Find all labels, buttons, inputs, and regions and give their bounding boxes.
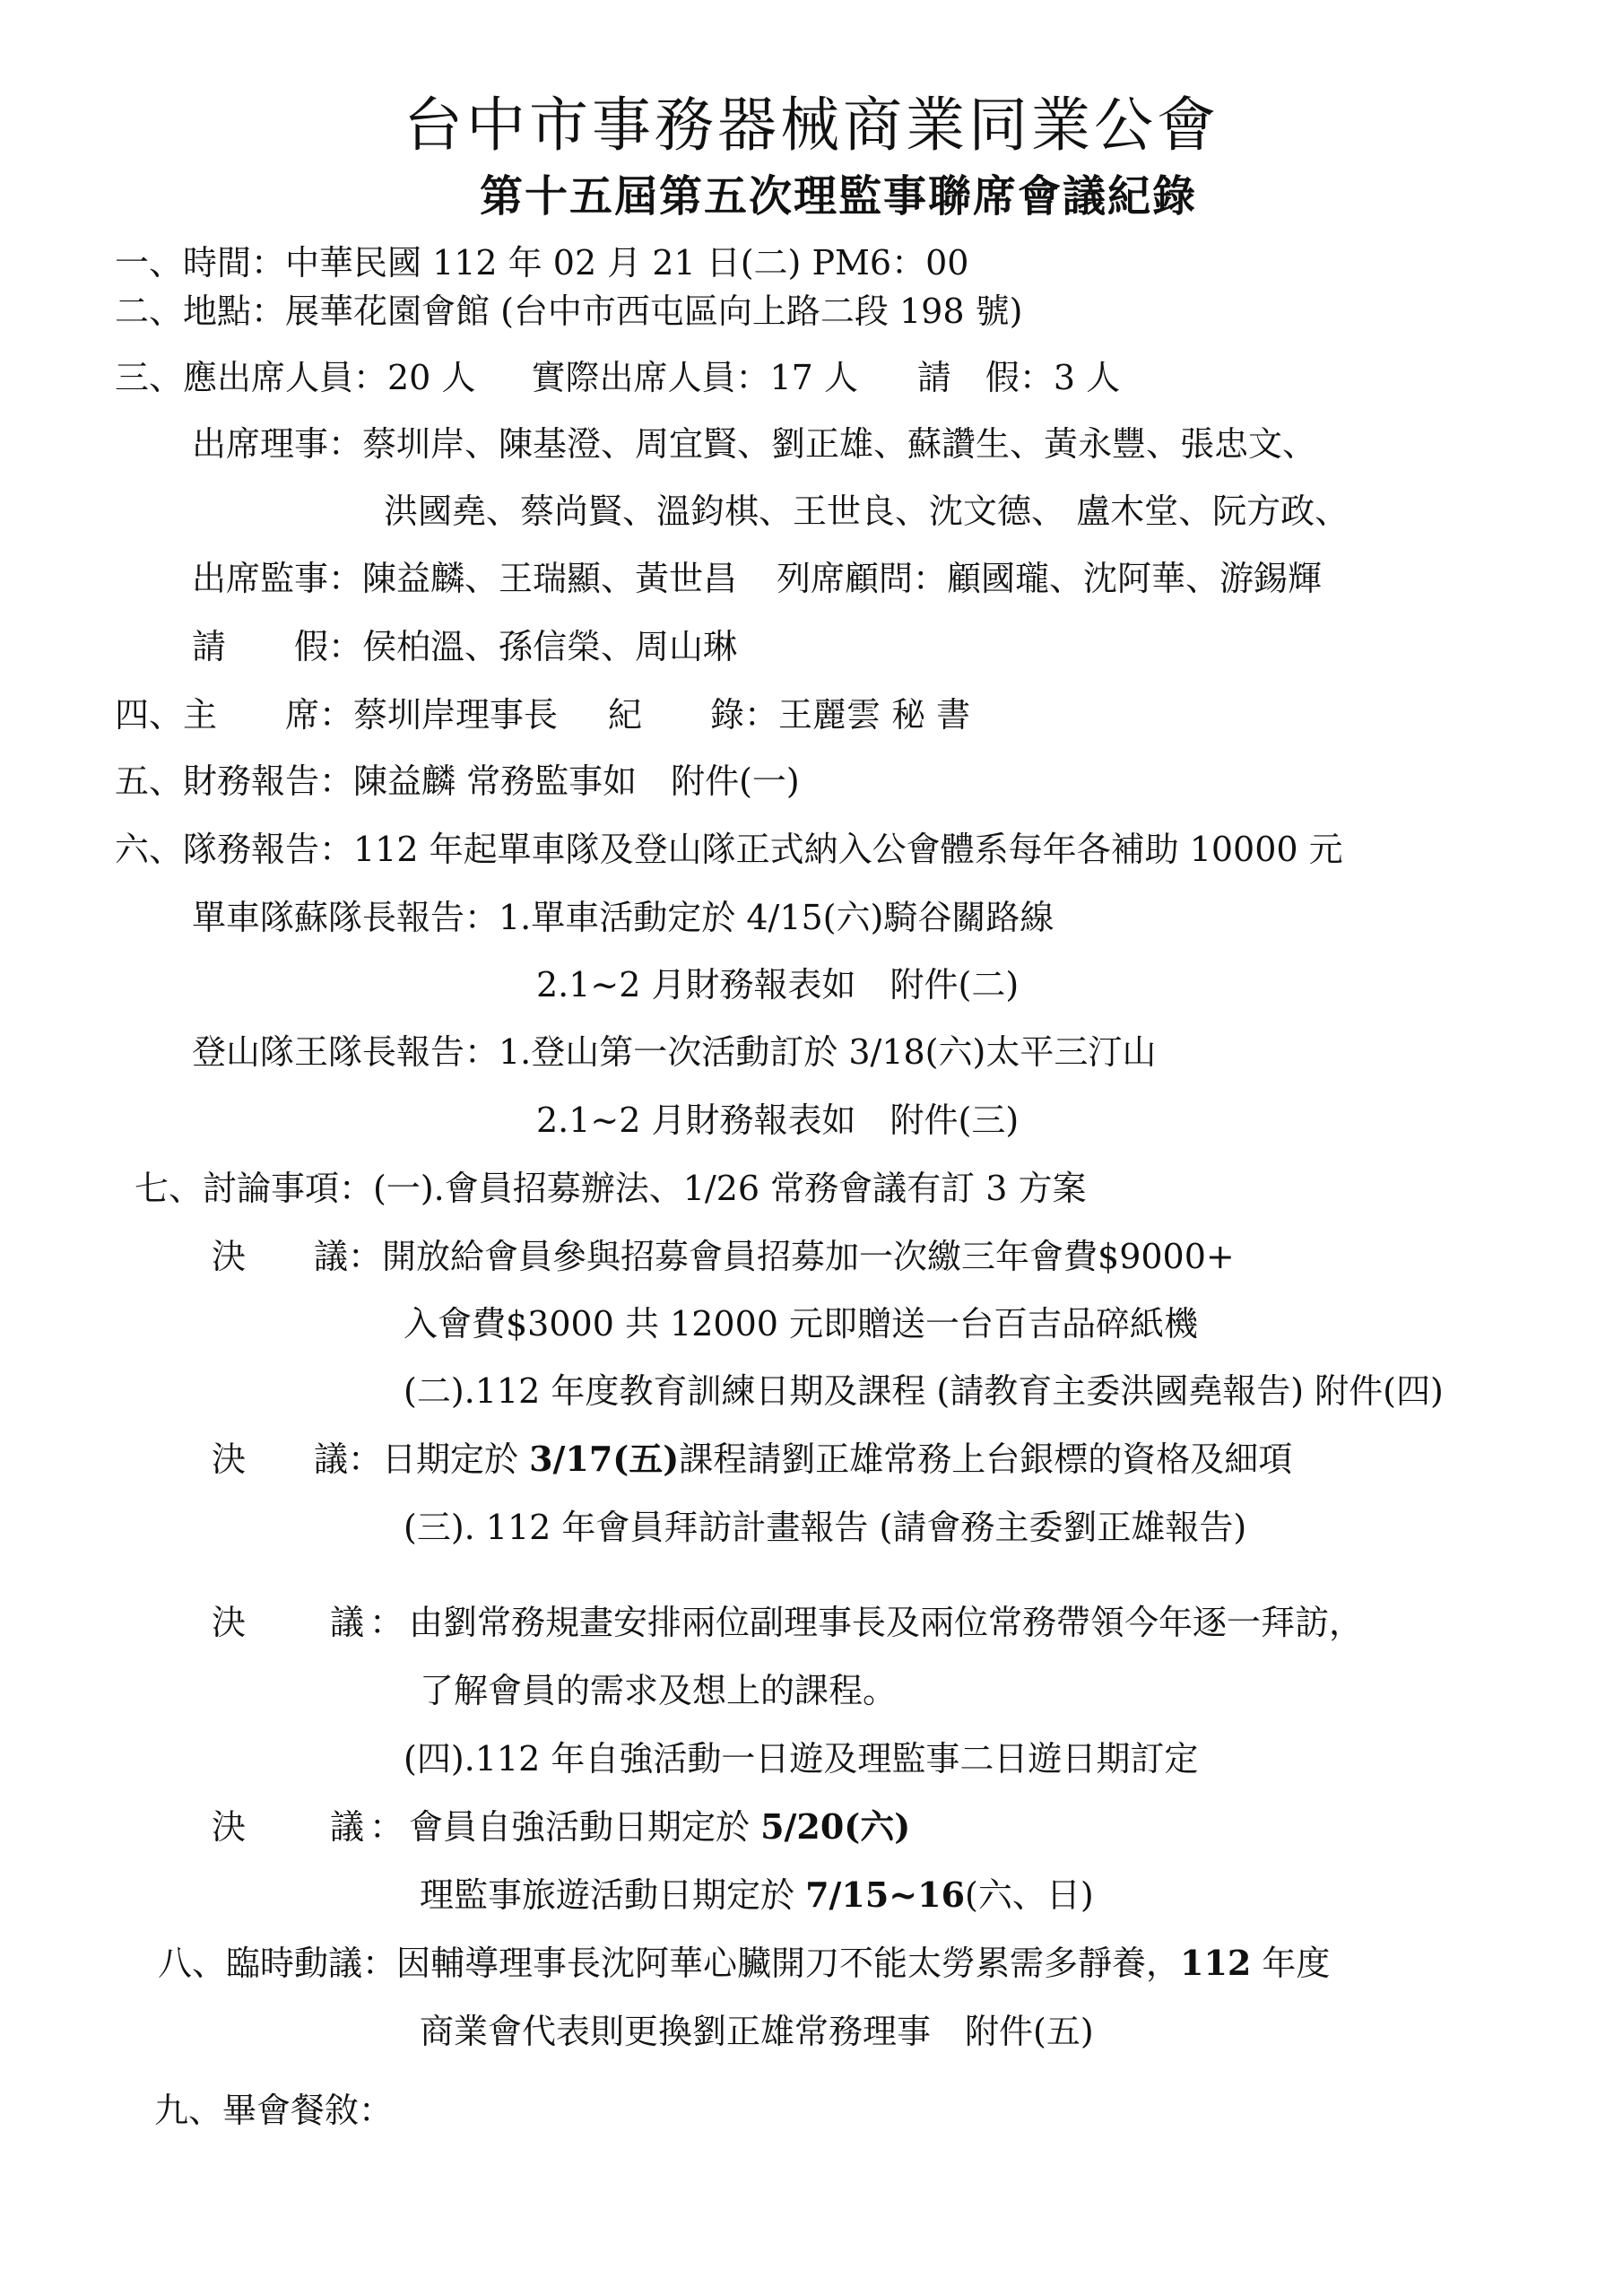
topic-4: (四).112 年自強活動一日遊及理監事二日遊日期訂定 <box>404 1739 1199 1779</box>
topic-2: (二).112 年度教育訓練日期及課程 (請教育主委洪國堯報告) 附件(四) <box>404 1371 1444 1411</box>
resolution-3-line-1 <box>212 1600 1363 1645</box>
item-attendance <box>115 355 1120 400</box>
leave-list <box>192 624 737 669</box>
resolution-2-post: 課程請劉正雄常務上台銀標的資格及細項 <box>679 1439 1293 1479</box>
attending-advisors: 列席顧問：顧國瓏、沈阿華、游錫輝 <box>777 559 1323 598</box>
resolution-label: 決 議： <box>212 1807 410 1847</box>
resolution-3-line-2: 了解會員的需求及想上的課程。 <box>420 1671 898 1710</box>
bike-team-report-1: 單車隊蘇隊長報告：1.單車活動定於 4/15(六)騎谷關路線 <box>192 898 1055 937</box>
topic-3: (三). 112 年會員拜訪計畫報告 (請會務主委劉正雄報告) <box>404 1508 1247 1547</box>
resolution-4-line-2 <box>420 1873 1094 1918</box>
attending-supervisors-line <box>192 556 1322 601</box>
meeting-title: 第十五屆第五次理監事聯席會議紀錄 <box>479 171 1197 222</box>
resolution-2 <box>212 1437 1292 1482</box>
leave-list-names: 侯柏溫、孫信榮、周山琳 <box>362 627 738 666</box>
recorder: 紀 錄：王麗雲 秘 書 <box>608 695 971 735</box>
resolution-label: 決 議： <box>212 1603 410 1642</box>
motion-text: 八、臨時動議：因輔導理事長沈阿華心臟開刀不能太勞累需多靜養， <box>158 1944 1181 1983</box>
item-extempore-motion <box>158 1941 1330 1986</box>
motion-year: 112 <box>1180 1943 1252 1983</box>
resolution-label: 決 議： <box>212 1237 383 1276</box>
item-chair-recorder <box>115 692 970 737</box>
hiking-team-report-1: 登山隊王隊長報告：1.登山第一次活動訂於 3/18(六)太平三汀山 <box>192 1032 1157 1072</box>
attending-supervisors: 出席監事：陳益麟、王瑞顯、黃世昌 <box>192 559 738 598</box>
chair: 四、主 席：蔡圳岸理事長 <box>115 695 559 735</box>
resolution-4-travel-pre: 理監事旅遊活動日期定於 <box>420 1875 806 1915</box>
item-place: 二、地點：展華花園會館 (台中市西屯區向上路二段 198 號) <box>115 291 1023 331</box>
hiking-team-report-2: 2.1~2 月財務報表如 附件(三) <box>536 1100 1020 1140</box>
resolution-1-line-2: 入會費$3000 共 12000 元即贈送一台百吉品碎紙機 <box>404 1304 1199 1344</box>
leave-list-label: 請 假： <box>192 627 363 666</box>
item-discussion: 七、討論事項：(一).會員招募辦法、1/26 常務會議有訂 3 方案 <box>135 1169 1087 1208</box>
resolution-1-text: 開放給會員參與招募會員招募加一次繳三年會費$9000+ <box>382 1237 1235 1276</box>
motion-post: 年度 <box>1251 1944 1331 1983</box>
organization-title: 台中市事務器械商業同業公會 <box>404 91 1219 160</box>
item-time: 一、時間：中華民國 112 年 02 月 21 日(二) PM6：00 <box>115 243 969 283</box>
resolution-4-travel-date: 7/15~16 <box>805 1874 966 1915</box>
resolution-2-pre: 日期定於 <box>382 1439 530 1479</box>
resolution-4-date: 5/20(六) <box>760 1806 911 1847</box>
resolution-4-pre: 會員自強活動日期定於 <box>409 1807 761 1847</box>
resolution-4-travel-post: (六、日) <box>965 1875 1094 1915</box>
bike-team-report-2: 2.1~2 月財務報表如 附件(二) <box>536 965 1020 1004</box>
attendance-expected: 三、應出席人員：20 人 <box>115 358 476 397</box>
resolution-3-text: 由劉常務規畫安排兩位副理事長及兩位常務帶領今年逐一拜訪， <box>409 1603 1364 1642</box>
resolution-2-date: 3/17(五) <box>529 1439 680 1479</box>
attendance-leave: 請 假：3 人 <box>916 358 1121 397</box>
item-finance-report: 五、財務報告：陳益麟 常務監事如 附件(一) <box>115 761 800 801</box>
attendance-actual: 實際出席人員：17 人 <box>531 358 858 397</box>
resolution-4-line-1 <box>212 1805 910 1849</box>
attending-directors-line-1: 出席理事：蔡圳岸、陳基澄、周宜賢、劉正雄、蘇讚生、黃永豐、張忠文、 <box>192 424 1317 464</box>
item-team-report: 六、隊務報告：112 年起單車隊及登山隊正式納入公會體系每年各補助 10000 元 <box>115 830 1343 869</box>
resolution-label: 決 議： <box>212 1439 383 1479</box>
item-closing-dinner: 九、畢會餐敘： <box>154 2091 394 2130</box>
motion-line-2: 商業會代表則更換劉正雄常務理事 附件(五) <box>420 2012 1094 2051</box>
attending-directors-line-2: 洪國堯、蔡尚賢、溫鈞棋、王世良、沈文德、 盧木堂、阮方政、 <box>384 491 1350 531</box>
resolution-1-line-1 <box>212 1234 1235 1279</box>
